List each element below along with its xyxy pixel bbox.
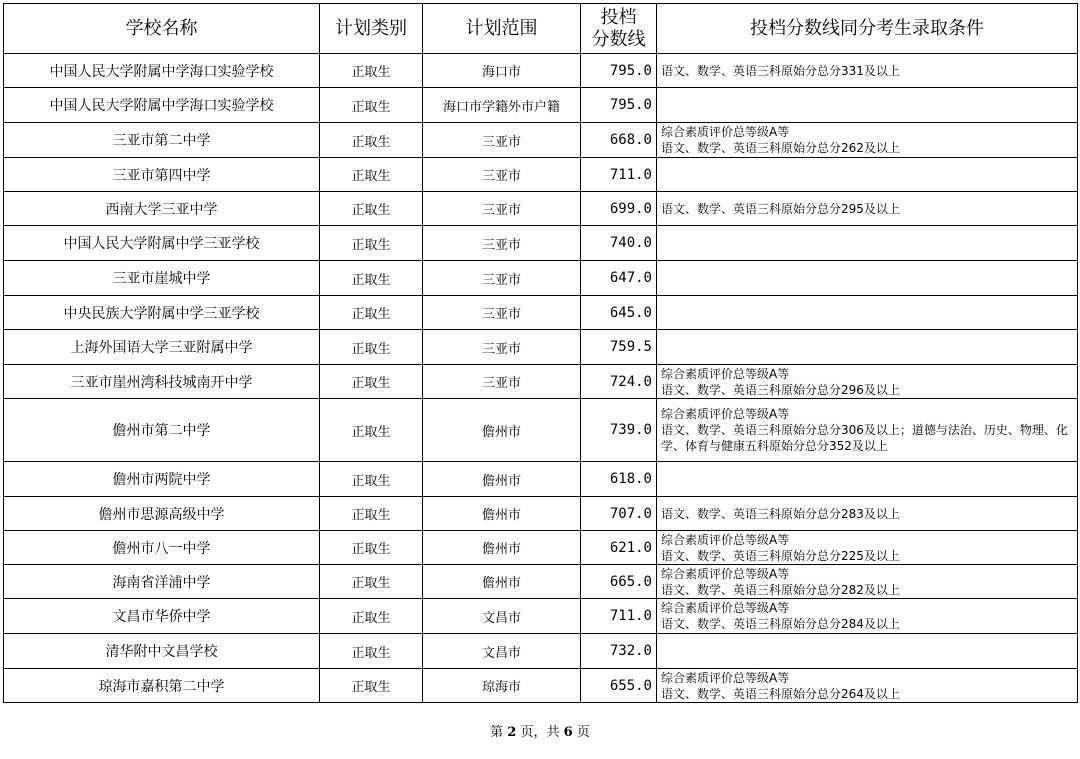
tie-condition-cell: [657, 158, 1078, 192]
footer-middle: 页，共: [520, 725, 560, 740]
tie-condition-cell: [657, 54, 1078, 88]
school-name-cell: 海南省洋浦中学: [4, 565, 320, 599]
plan-scope-cell: 儋州市: [423, 399, 581, 462]
plan-scope-cell: 三亚市: [423, 261, 581, 296]
plan-type-cell: 正取生: [320, 399, 423, 462]
score-line-cell: 647.0: [581, 261, 657, 296]
score-line-cell: 699.0: [581, 192, 657, 226]
condition-line: 语文、数学、英语三科原始分总分282及以上: [661, 582, 900, 597]
school-name-cell: 中国人民大学附属中学海口实验学校: [4, 88, 320, 123]
school-name-cell: 三亚市崖州湾科技城南开中学: [4, 365, 320, 399]
plan-scope-cell: 三亚市: [423, 123, 581, 158]
plan-type-cell: 正取生: [320, 54, 423, 88]
plan-scope-cell: 三亚市: [423, 330, 581, 365]
plan-scope-cell: 三亚市: [423, 296, 581, 330]
score-line-cell: 711.0: [581, 599, 657, 634]
plan-type-cell: 正取生: [320, 192, 423, 226]
plan-scope-cell: 三亚市: [423, 226, 581, 261]
school-name-cell: 中央民族大学附属中学三亚学校: [4, 296, 320, 330]
tie-condition-cell: [657, 634, 1078, 669]
plan-type-cell: 正取生: [320, 565, 423, 599]
tie-condition-cell: [657, 261, 1078, 296]
tie-condition-cell: [657, 462, 1078, 497]
plan-scope-cell: 三亚市: [423, 192, 581, 226]
tie-condition-cell: [657, 565, 1078, 599]
tie-condition-cell: [657, 365, 1078, 399]
score-line-cell: 759.5: [581, 330, 657, 365]
table-row: [4, 462, 1078, 497]
condition-line: 语文、数学、英语三科原始分总分331及以上: [661, 63, 900, 78]
table-row: [4, 296, 1078, 330]
plan-scope-cell: 儋州市: [423, 462, 581, 497]
condition-line: 综合素质评价总等级A等: [661, 407, 790, 421]
header-school: 学校名称: [4, 4, 320, 54]
plan-type-cell: 正取生: [320, 599, 423, 634]
plan-type-cell: 正取生: [320, 158, 423, 192]
school-name-cell: 三亚市崖城中学: [4, 261, 320, 296]
plan-type-cell: 正取生: [320, 123, 423, 158]
plan-type-cell: 正取生: [320, 88, 423, 123]
admission-table: [3, 3, 1078, 703]
header-score-line-2: 分数线: [591, 28, 646, 50]
footer-suffix: 页: [576, 725, 590, 740]
score-line-cell: 724.0: [581, 365, 657, 399]
table-row: [4, 565, 1078, 599]
condition-line: 综合素质评价总等级A等: [661, 601, 790, 615]
header-score-line: [581, 4, 657, 54]
condition-line: 语文、数学、英语三科原始分总分306及以上；道德与法治、历史、物理、化学、体育与健康五科原始分总分352及以上: [661, 423, 1068, 453]
table-row: [4, 330, 1078, 365]
score-line-cell: 655.0: [581, 669, 657, 703]
table-header-row: [4, 4, 1078, 54]
table-row: [4, 634, 1078, 669]
plan-type-cell: 正取生: [320, 462, 423, 497]
condition-line: 综合素质评价总等级A等: [661, 125, 790, 139]
plan-scope-cell: 儋州市: [423, 565, 581, 599]
plan-scope-cell: 三亚市: [423, 365, 581, 399]
condition-line: 语文、数学、英语三科原始分总分295及以上: [661, 201, 900, 216]
table-row: [4, 365, 1078, 399]
table-row: [4, 497, 1078, 531]
tie-condition-cell: [657, 399, 1078, 462]
plan-type-cell: 正取生: [320, 261, 423, 296]
school-name-cell: 琼海市嘉积第二中学: [4, 669, 320, 703]
table-row: [4, 669, 1078, 703]
school-name-cell: 西南大学三亚中学: [4, 192, 320, 226]
table-row: [4, 261, 1078, 296]
plan-scope-cell: 儋州市: [423, 497, 581, 531]
score-line-cell: 739.0: [581, 399, 657, 462]
condition-line: 综合素质评价总等级A等: [661, 566, 790, 581]
condition-line: 语文、数学、英语三科原始分总分284及以上: [661, 617, 900, 631]
tie-condition-cell: [657, 669, 1078, 703]
score-line-cell: 621.0: [581, 531, 657, 565]
school-name-cell: 儋州市八一中学: [4, 531, 320, 565]
tie-condition-cell: [657, 531, 1078, 565]
condition-line: 语文、数学、英语三科原始分总分283及以上: [661, 506, 900, 521]
tie-condition-cell: [657, 599, 1078, 634]
school-name-cell: 儋州市思源高级中学: [4, 497, 320, 531]
score-line-cell: 795.0: [581, 54, 657, 88]
score-line-cell: 732.0: [581, 634, 657, 669]
condition-line: 语文、数学、英语三科原始分总分225及以上: [661, 548, 900, 563]
tie-condition-cell: [657, 330, 1078, 365]
header-score-line-1: 投档: [600, 6, 637, 28]
table-body: [4, 54, 1078, 703]
condition-line: 综合素质评价总等级A等: [661, 670, 790, 685]
school-name-cell: 三亚市第四中学: [4, 158, 320, 192]
header-plan-scope: 计划范围: [423, 4, 581, 54]
table-row: [4, 192, 1078, 226]
score-line-cell: 618.0: [581, 462, 657, 497]
score-line-cell: 645.0: [581, 296, 657, 330]
plan-scope-cell: 文昌市: [423, 634, 581, 669]
plan-type-cell: 正取生: [320, 330, 423, 365]
table-row: [4, 123, 1078, 158]
plan-scope-cell: 文昌市: [423, 599, 581, 634]
school-name-cell: 上海外国语大学三亚附属中学: [4, 330, 320, 365]
plan-scope-cell: 三亚市: [423, 158, 581, 192]
page-footer: [0, 721, 1080, 740]
plan-type-cell: 正取生: [320, 296, 423, 330]
condition-line: 语文、数学、英语三科原始分总分296及以上: [661, 382, 900, 397]
school-name-cell: 中国人民大学附属中学三亚学校: [4, 226, 320, 261]
condition-line: 综合素质评价总等级A等: [661, 532, 790, 547]
table-row: [4, 88, 1078, 123]
plan-type-cell: 正取生: [320, 634, 423, 669]
school-name-cell: 文昌市华侨中学: [4, 599, 320, 634]
header-plan-type: 计划类别: [320, 4, 423, 54]
score-line-cell: 795.0: [581, 88, 657, 123]
plan-type-cell: 正取生: [320, 531, 423, 565]
table-row: [4, 226, 1078, 261]
table-row: [4, 399, 1078, 462]
condition-line: 综合素质评价总等级A等: [661, 366, 790, 381]
school-name-cell: 清华附中文昌学校: [4, 634, 320, 669]
condition-line: 语文、数学、英语三科原始分总分262及以上: [661, 141, 900, 155]
footer-prefix: 第: [490, 725, 504, 740]
plan-scope-cell: 琼海市: [423, 669, 581, 703]
plan-scope-cell: 海口市学籍外市户籍: [423, 88, 581, 123]
plan-scope-cell: 海口市: [423, 54, 581, 88]
plan-type-cell: 正取生: [320, 226, 423, 261]
table-row: [4, 599, 1078, 634]
tie-condition-cell: [657, 497, 1078, 531]
condition-line: 语文、数学、英语三科原始分总分264及以上: [661, 686, 900, 701]
score-line-cell: 665.0: [581, 565, 657, 599]
tie-condition-cell: [657, 226, 1078, 261]
score-line-cell: 740.0: [581, 226, 657, 261]
header-tie-condition: 投档分数线同分考生录取条件: [657, 4, 1078, 54]
school-name-cell: 中国人民大学附属中学海口实验学校: [4, 54, 320, 88]
tie-condition-cell: [657, 88, 1078, 123]
school-name-cell: 三亚市第二中学: [4, 123, 320, 158]
footer-total-pages: 6: [563, 725, 573, 740]
score-line-cell: 711.0: [581, 158, 657, 192]
plan-type-cell: 正取生: [320, 365, 423, 399]
table-row: [4, 54, 1078, 88]
tie-condition-cell: [657, 296, 1078, 330]
tie-condition-cell: [657, 192, 1078, 226]
table-row: [4, 158, 1078, 192]
plan-scope-cell: 儋州市: [423, 531, 581, 565]
table-row: [4, 531, 1078, 565]
tie-condition-cell: [657, 123, 1078, 158]
plan-type-cell: 正取生: [320, 497, 423, 531]
score-line-cell: 668.0: [581, 123, 657, 158]
school-name-cell: 儋州市第二中学: [4, 399, 320, 462]
school-name-cell: 儋州市两院中学: [4, 462, 320, 497]
plan-type-cell: 正取生: [320, 669, 423, 703]
score-line-cell: 707.0: [581, 497, 657, 531]
footer-page-number: 2: [507, 725, 517, 740]
